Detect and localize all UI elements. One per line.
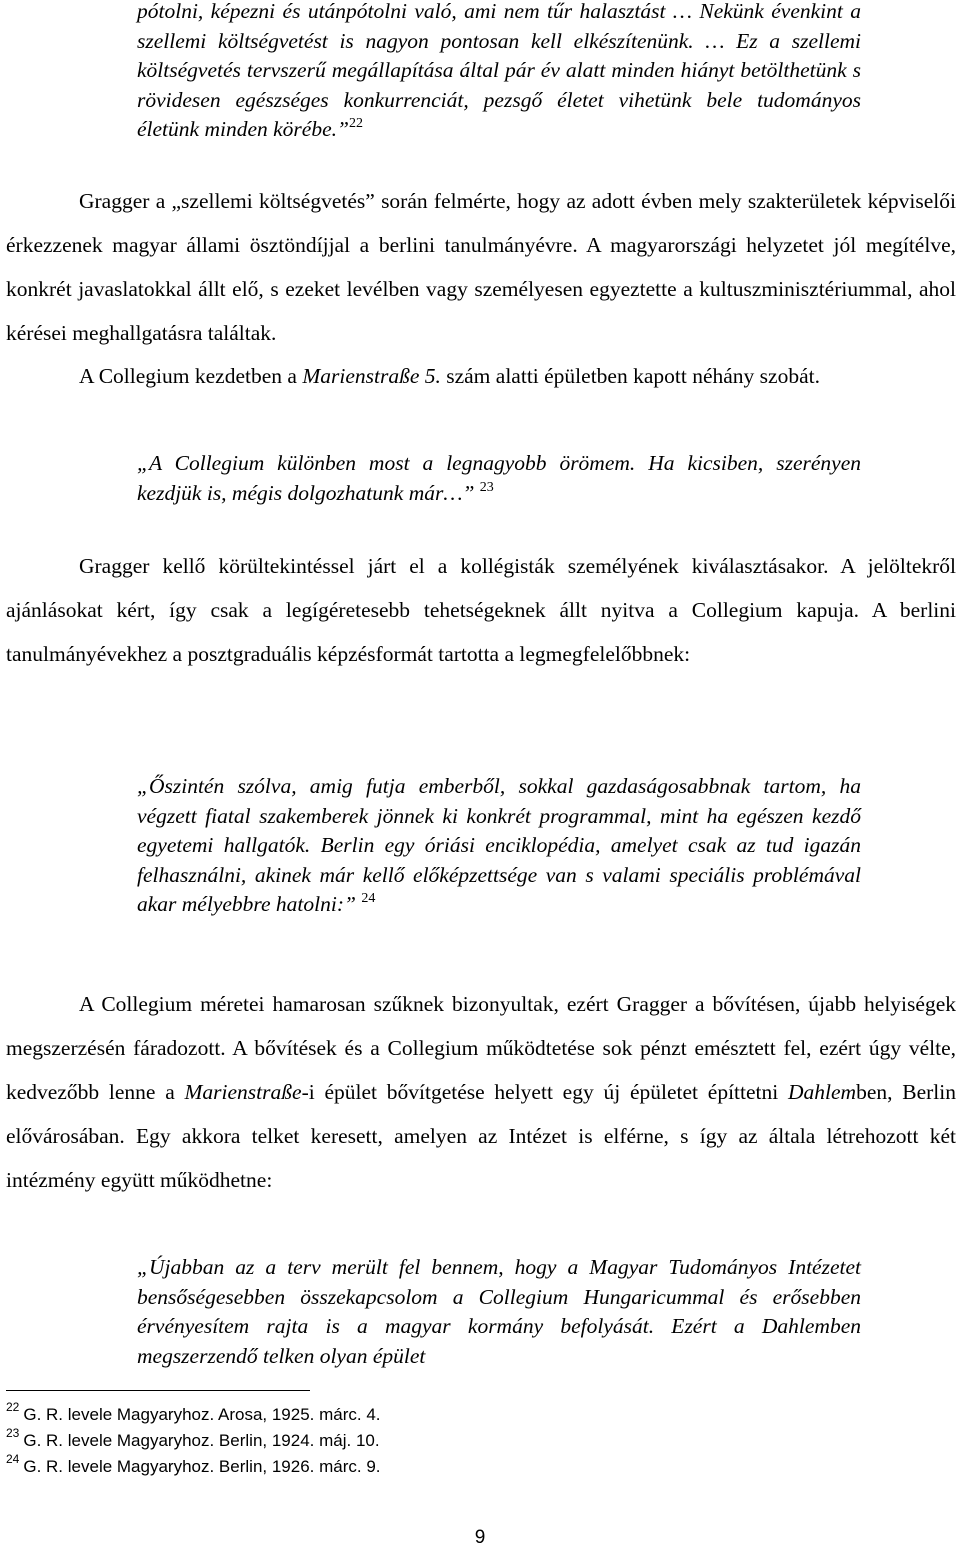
footnote-ref-23: 23 (479, 479, 494, 495)
paragraph-1: Gragger a „szellemi költségvetés” során felmérte, hogy az adott évben mely szakterületek képviselői érkezzenek magyar állami ösztöndíjjal a berlini tanulmányévre. A magyarországi helyzetet jól megítélve, konkrét javaslatokkal állt elő, s ezeket levélben vagy személyesen egyeztette a kultuszminisztériummal, ahol kérései meghallgatásra találtak. (6, 189, 956, 345)
paragraph-4 (6, 982, 956, 1202)
paragraph-2 (79, 361, 820, 391)
block-quote-2 (137, 449, 861, 511)
paragraph-3: Gragger kellő körültekintéssel járt el a kollégisták személyének kiválasztásakor. A jelöltekről ajánlásokat kért, így csak a legígéretesebb tehetségeknek állt nyitva a Collegium kapuja. A berlini tanulmányévekhez a posztgraduális képzésformát tartotta a legmegfelelőbbnek: (6, 554, 956, 666)
block-quote-1 (137, 0, 861, 148)
paragraph-4-part-3: ben, Berlin elővárosában. Egy akkora telket keresett, amelyen az Intézet is elférne, s így az általa létrehozott két intézmény együtt működhetne: (6, 1080, 956, 1192)
footnote-ref-24: 24 (361, 891, 376, 906)
footnote-text: G. R. levele Magyaryhoz. Arosa, 1925. márc. 4. (23, 1405, 381, 1424)
footnote-number: 22 (6, 1400, 20, 1414)
paragraph-4-part-1: A Collegium méretei hamarosan szűknek bizonyultak, ezért Gragger a bővítésen, újabb helyiségek megszerzésén fáradozott. A bővítések és a Collegium működtetése sok pénzt emésztett fel, ezért úgy vélte, kedvezőbb lenne a (6, 992, 956, 1104)
place-name-dahlem: Dahlem (788, 1080, 857, 1104)
quote-1-text: pótolni, képezni és utánpótolni való, ami nem tűr halasztást … Nekünk évenkint a szellemi költségvetést is nagyon pontosan kell elkészítenünk. … Ez a szellemi költségvetés tervszerű megállapítása által pár év alatt minden hiányt betölthetünk s rövidesen egészséges konkurrenciát, pezsgő életet vihetünk bele tudományos életünk minden körébe.” (137, 0, 861, 141)
paragraph-2-end: szám alatti épületben kapott néhány szobát. (440, 364, 820, 388)
footnote-24 (6, 1452, 381, 1479)
footnote-text: G. R. levele Magyaryhoz. Berlin, 1926. márc. 9. (23, 1457, 381, 1476)
footnote-22 (6, 1400, 381, 1427)
footnote-number: 24 (6, 1452, 20, 1466)
paragraph-2-start: A Collegium kezdetben a (79, 364, 303, 388)
block-quote-3 (137, 772, 861, 923)
block-quote-4: „Újabban az a terv merült fel bennem, hogy a Magyar Tudományos Intézetet bensőségesebben összekapcsolom a Collegium Hungaricummal és erősebben érvényesítem rajta is a magyar kormány befolyását. Ezért a Dahlemben megszerzendő telken olyan épület (137, 1255, 861, 1368)
footnote-number: 23 (6, 1426, 20, 1440)
quote-2-text: „A Collegium különben most a legnagyobb örömem. Ha kicsiben, szerényen kezdjük is, mégis dolgozhatunk már…” (137, 451, 861, 505)
footnote-ref-22: 22 (348, 116, 363, 131)
footnote-separator (6, 1390, 310, 1391)
place-name-marienstrasse: Marienstraße (184, 1080, 302, 1104)
footnote-23 (6, 1426, 380, 1453)
footnote-text: G. R. levele Magyaryhoz. Berlin, 1924. máj. 10. (23, 1431, 380, 1450)
place-name: Marienstraße 5. (302, 364, 441, 388)
quote-3-text: „Őszintén szólva, amig futja emberből, sokkal gazdaságosabbnak tartom, ha végzett fiatal szakemberek jönnek ki konkrét programmal, mint ha egészen kezdő egyetemi hallgatók. Berlin egy óriási enciklopédia, amelyet csak az tud igazán felhasználni, akinek már kellő előképzettsége van s valami speciális problémával akar mélyebbre hatolni:” (137, 774, 861, 916)
paragraph-4-part-2: -i épület bővítgetése helyett egy új épületet építtetni (301, 1080, 788, 1104)
page-number: 9 (474, 1527, 486, 1548)
